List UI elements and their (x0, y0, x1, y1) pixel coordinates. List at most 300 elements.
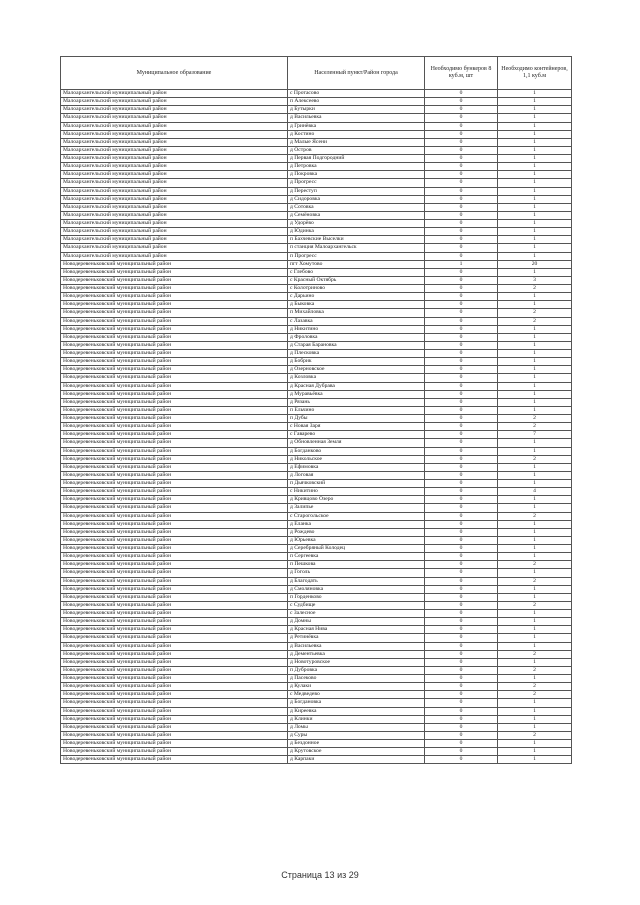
cell-settlement: п Ельчино (288, 406, 425, 414)
table-row (61, 471, 572, 479)
cell-municipality: Новодеревеньковский муниципальный район (61, 431, 288, 439)
header-settlement: Населенный пункт/Район города (288, 57, 425, 90)
cell-bunkers: 0 (425, 593, 498, 601)
cell-containers: 1 (498, 252, 572, 260)
cell-settlement: с Медведево (288, 691, 425, 699)
cell-settlement: д Муравьёвка (288, 390, 425, 398)
cell-settlement: д Логовая (288, 471, 425, 479)
cell-containers: 1 (498, 98, 572, 106)
table-row (61, 610, 572, 618)
table-row (61, 333, 572, 341)
cell-bunkers: 0 (425, 553, 498, 561)
table-row (61, 480, 572, 488)
cell-municipality: Новодеревеньковский муниципальный район (61, 626, 288, 634)
cell-municipality: Новодеревеньковский муниципальный район (61, 585, 288, 593)
cell-settlement: д Рязань (288, 398, 425, 406)
cell-bunkers: 0 (425, 675, 498, 683)
cell-bunkers: 0 (425, 171, 498, 179)
cell-containers: 1 (498, 130, 572, 138)
cell-settlement: д Крутовское (288, 748, 425, 756)
cell-settlement: д Богдановка (288, 699, 425, 707)
table-row (61, 98, 572, 106)
cell-settlement: д Быковка (288, 301, 425, 309)
cell-containers: 1 (498, 569, 572, 577)
cell-municipality: Новодеревеньковский муниципальный район (61, 447, 288, 455)
cell-bunkers: 0 (425, 98, 498, 106)
cell-municipality: Новодеревеньковский муниципальный район (61, 512, 288, 520)
table-row (61, 325, 572, 333)
cell-settlement: д Кривцово Озеро (288, 496, 425, 504)
table-row (61, 285, 572, 293)
cell-containers: 1 (498, 138, 572, 146)
cell-bunkers: 0 (425, 658, 498, 666)
cell-settlement: п Дубровка (288, 666, 425, 674)
cell-containers: 1 (498, 187, 572, 195)
cell-settlement: с Новая Заря (288, 423, 425, 431)
cell-settlement: п Алексеево (288, 98, 425, 106)
table-row (61, 106, 572, 114)
table-row (61, 504, 572, 512)
cell-settlement: с Дарьино (288, 293, 425, 301)
cell-containers: 1 (498, 496, 572, 504)
cell-bunkers: 0 (425, 528, 498, 536)
table-row (61, 553, 572, 561)
cell-settlement: д Богданково (288, 447, 425, 455)
cell-containers: 1 (498, 211, 572, 219)
cell-containers: 1 (498, 585, 572, 593)
cell-municipality: Новодеревеньковский муниципальный район (61, 301, 288, 309)
cell-municipality: Новодеревеньковский муниципальный район (61, 260, 288, 268)
cell-containers: 1 (498, 220, 572, 228)
cell-containers: 1 (498, 463, 572, 471)
cell-containers: 1 (498, 634, 572, 642)
cell-municipality: Новодеревеньковский муниципальный район (61, 398, 288, 406)
table-row (61, 585, 572, 593)
table-row (61, 317, 572, 325)
table-row (61, 496, 572, 504)
cell-municipality: Новодеревеньковский муниципальный район (61, 488, 288, 496)
table-row (61, 634, 572, 642)
cell-containers: 1 (498, 114, 572, 122)
table-row (61, 740, 572, 748)
table-row (61, 309, 572, 317)
cell-municipality: Новодеревеньковский муниципальный район (61, 707, 288, 715)
cell-containers: 1 (498, 228, 572, 236)
table-row (61, 90, 572, 98)
cell-municipality: Новодеревеньковский муниципальный район (61, 496, 288, 504)
cell-containers: 2 (498, 601, 572, 609)
cell-bunkers: 0 (425, 195, 498, 203)
cell-municipality: Новодеревеньковский муниципальный район (61, 577, 288, 585)
cell-municipality: Новодеревеньковский муниципальный район (61, 561, 288, 569)
table-row (61, 577, 572, 585)
cell-settlement: д Юдинка (288, 228, 425, 236)
table-row (61, 545, 572, 553)
table-row (61, 211, 572, 219)
table-row (61, 699, 572, 707)
cell-settlement: д Благодать (288, 577, 425, 585)
cell-bunkers: 0 (425, 634, 498, 642)
table-row (61, 707, 572, 715)
cell-settlement: пгт Хомутово (288, 260, 425, 268)
table-row (61, 642, 572, 650)
cell-bunkers: 0 (425, 723, 498, 731)
cell-settlement: с Гаварево (288, 431, 425, 439)
cell-bunkers: 0 (425, 423, 498, 431)
cell-municipality: Новодеревеньковский муниципальный район (61, 642, 288, 650)
cell-municipality: Новодеревеньковский муниципальный район (61, 350, 288, 358)
cell-bunkers: 0 (425, 740, 498, 748)
cell-municipality: Малоархангельский муниципальный район (61, 195, 288, 203)
cell-settlement: д Юрьевка (288, 536, 425, 544)
cell-settlement: п Дубы (288, 415, 425, 423)
cell-municipality: Малоархангельский муниципальный район (61, 252, 288, 260)
cell-municipality: Новодеревеньковский муниципальный район (61, 715, 288, 723)
cell-bunkers: 0 (425, 163, 498, 171)
cell-containers: 1 (498, 439, 572, 447)
table-row (61, 658, 572, 666)
cell-municipality: Новодеревеньковский муниципальный район (61, 455, 288, 463)
cell-bunkers: 0 (425, 106, 498, 114)
cell-bunkers: 0 (425, 309, 498, 317)
table-row (61, 244, 572, 252)
cell-bunkers: 0 (425, 325, 498, 333)
cell-municipality: Новодеревеньковский муниципальный район (61, 285, 288, 293)
table-row (61, 536, 572, 544)
table-row (61, 390, 572, 398)
table-row (61, 203, 572, 211)
cell-bunkers: 0 (425, 90, 498, 98)
cell-bunkers: 0 (425, 496, 498, 504)
cell-bunkers: 0 (425, 601, 498, 609)
cell-settlement: д Ретинёвка (288, 634, 425, 642)
cell-containers: 1 (498, 374, 572, 382)
table-row (61, 276, 572, 284)
cell-bunkers: 0 (425, 488, 498, 496)
document-sheet (60, 56, 571, 764)
cell-municipality: Новодеревеньковский муниципальный район (61, 382, 288, 390)
cell-settlement: с Лазавка (288, 317, 425, 325)
cell-municipality: Новодеревеньковский муниципальный район (61, 748, 288, 756)
table-row (61, 731, 572, 739)
cell-municipality: Малоархангельский муниципальный район (61, 187, 288, 195)
table-row (61, 122, 572, 130)
cell-municipality: Новодеревеньковский муниципальный район (61, 675, 288, 683)
cell-municipality: Новодеревеньковский муниципальный район (61, 740, 288, 748)
cell-municipality: Новодеревеньковский муниципальный район (61, 756, 288, 764)
cell-containers: 4 (498, 488, 572, 496)
cell-bunkers: 0 (425, 350, 498, 358)
cell-municipality: Новодеревеньковский муниципальный район (61, 341, 288, 349)
cell-settlement: с Старогольское (288, 512, 425, 520)
cell-settlement: д Бездонное (288, 740, 425, 748)
cell-containers: 1 (498, 236, 572, 244)
cell-settlement: д Васильевка (288, 114, 425, 122)
cell-bunkers: 0 (425, 666, 498, 674)
cell-municipality: Новодеревеньковский муниципальный район (61, 618, 288, 626)
cell-settlement: п Дьячковский (288, 480, 425, 488)
cell-municipality: Новодеревеньковский муниципальный район (61, 699, 288, 707)
cell-settlement: д Семёновка (288, 211, 425, 219)
cell-municipality: Новодеревеньковский муниципальный район (61, 423, 288, 431)
table-row (61, 114, 572, 122)
cell-settlement: д Еланка (288, 520, 425, 528)
cell-containers: 2 (498, 577, 572, 585)
table-row (61, 723, 572, 731)
cell-bunkers: 0 (425, 333, 498, 341)
cell-bunkers: 0 (425, 252, 498, 260)
cell-municipality: Новодеревеньковский муниципальный район (61, 317, 288, 325)
cell-containers: 2 (498, 650, 572, 658)
cell-bunkers: 0 (425, 731, 498, 739)
cell-containers: 1 (498, 471, 572, 479)
cell-settlement: д Гринёвка (288, 122, 425, 130)
cell-settlement: с Никитино (288, 488, 425, 496)
cell-municipality: Малоархангельский муниципальный район (61, 146, 288, 154)
table-row (61, 374, 572, 382)
cell-containers: 1 (498, 658, 572, 666)
table-row (61, 431, 572, 439)
table-row (61, 220, 572, 228)
cell-municipality: Малоархангельский муниципальный район (61, 90, 288, 98)
table-row (61, 301, 572, 309)
containers-table (60, 56, 572, 764)
cell-settlement: д Рождево (288, 528, 425, 536)
cell-settlement: д Новотуровское (288, 658, 425, 666)
cell-bunkers: 0 (425, 415, 498, 423)
cell-bunkers: 0 (425, 366, 498, 374)
cell-municipality: Малоархангельский муниципальный район (61, 171, 288, 179)
cell-settlement: д Малые Ясени (288, 138, 425, 146)
cell-containers: 1 (498, 520, 572, 528)
table-row (61, 138, 572, 146)
cell-bunkers: 0 (425, 520, 498, 528)
table-body (61, 90, 572, 764)
cell-settlement: п станция Малоархангельск (288, 244, 425, 252)
table-row (61, 358, 572, 366)
cell-containers: 1 (498, 350, 572, 358)
cell-settlement: д Старая Барановка (288, 341, 425, 349)
cell-municipality: Малоархангельский муниципальный район (61, 130, 288, 138)
table-row (61, 228, 572, 236)
cell-containers: 7 (498, 431, 572, 439)
table-row (61, 520, 572, 528)
cell-containers: 1 (498, 325, 572, 333)
cell-municipality: Малоархангельский муниципальный район (61, 203, 288, 211)
cell-municipality: Новодеревеньковский муниципальный район (61, 325, 288, 333)
cell-settlement: д Остров (288, 146, 425, 154)
cell-containers: 20 (498, 260, 572, 268)
cell-municipality: Новодеревеньковский муниципальный район (61, 666, 288, 674)
cell-settlement: д Васильевка (288, 642, 425, 650)
cell-settlement: д Плесковка (288, 350, 425, 358)
table-row (61, 569, 572, 577)
cell-containers: 1 (498, 203, 572, 211)
cell-bunkers: 0 (425, 179, 498, 187)
cell-containers: 2 (498, 683, 572, 691)
cell-settlement: д Обновленная Земля (288, 439, 425, 447)
cell-municipality: Новодеревеньковский муниципальный район (61, 658, 288, 666)
cell-containers: 1 (498, 90, 572, 98)
table-row (61, 366, 572, 374)
cell-municipality: Новодеревеньковский муниципальный район (61, 439, 288, 447)
cell-containers: 1 (498, 179, 572, 187)
cell-municipality: Новодеревеньковский муниципальный район (61, 415, 288, 423)
cell-municipality: Малоархангельский муниципальный район (61, 98, 288, 106)
cell-municipality: Малоархангельский муниципальный район (61, 236, 288, 244)
cell-settlement: д Костино (288, 130, 425, 138)
cell-settlement: п Бахчевские Выселки (288, 236, 425, 244)
cell-settlement: д Красная Дубрава (288, 382, 425, 390)
cell-settlement: с Протасово (288, 90, 425, 98)
cell-containers: 2 (498, 285, 572, 293)
cell-bunkers: 0 (425, 390, 498, 398)
cell-containers: 1 (498, 155, 572, 163)
cell-bunkers: 0 (425, 114, 498, 122)
cell-containers: 1 (498, 756, 572, 764)
table-row (61, 252, 572, 260)
cell-containers: 1 (498, 244, 572, 252)
cell-bunkers: 0 (425, 569, 498, 577)
cell-bunkers: 0 (425, 691, 498, 699)
cell-containers: 1 (498, 268, 572, 276)
cell-municipality: Малоархангельский муниципальный район (61, 244, 288, 252)
cell-settlement: п Горденково (288, 593, 425, 601)
table-row (61, 528, 572, 536)
cell-settlement: д Красная Нива (288, 626, 425, 634)
table-row (61, 398, 572, 406)
cell-bunkers: 0 (425, 285, 498, 293)
table-row (61, 179, 572, 187)
cell-containers: 2 (498, 309, 572, 317)
cell-settlement: д Удорёво (288, 220, 425, 228)
cell-municipality: Новодеревеньковский муниципальный район (61, 731, 288, 739)
cell-bunkers: 0 (425, 276, 498, 284)
cell-settlement: д Пасеково (288, 675, 425, 683)
cell-settlement: д Переступ (288, 187, 425, 195)
cell-municipality: Малоархангельский муниципальный район (61, 122, 288, 130)
table-row (61, 447, 572, 455)
cell-bunkers: 0 (425, 650, 498, 658)
table-row (61, 488, 572, 496)
table-row (61, 748, 572, 756)
cell-containers: 1 (498, 146, 572, 154)
cell-bunkers: 0 (425, 268, 498, 276)
cell-bunkers: 0 (425, 610, 498, 618)
cell-containers: 1 (498, 480, 572, 488)
table-row (61, 382, 572, 390)
cell-municipality: Малоархангельский муниципальный район (61, 211, 288, 219)
cell-containers: 2 (498, 731, 572, 739)
table-row (61, 268, 572, 276)
cell-bunkers: 0 (425, 756, 498, 764)
cell-municipality: Новодеревеньковский муниципальный район (61, 723, 288, 731)
table-row (61, 146, 572, 154)
table-row (61, 236, 572, 244)
cell-settlement: д Озерновское (288, 366, 425, 374)
cell-settlement: п Прогресс (288, 252, 425, 260)
cell-municipality: Новодеревеньковский муниципальный район (61, 374, 288, 382)
cell-municipality: Малоархангельский муниципальный район (61, 155, 288, 163)
table-row (61, 350, 572, 358)
cell-bunkers: 0 (425, 683, 498, 691)
cell-containers: 1 (498, 699, 572, 707)
page-number: Страница 13 из 29 (281, 870, 359, 880)
cell-containers: 1 (498, 748, 572, 756)
cell-settlement: д Первая Подгородний (288, 155, 425, 163)
cell-bunkers: 0 (425, 504, 498, 512)
table-row (61, 650, 572, 658)
cell-bunkers: 0 (425, 130, 498, 138)
header-municipality: Муниципальное образование (61, 57, 288, 90)
cell-containers: 1 (498, 171, 572, 179)
cell-containers: 1 (498, 398, 572, 406)
cell-municipality: Новодеревеньковский муниципальный район (61, 569, 288, 577)
cell-containers: 3 (498, 276, 572, 284)
table-row (61, 171, 572, 179)
cell-bunkers: 0 (425, 220, 498, 228)
cell-bunkers: 0 (425, 585, 498, 593)
cell-settlement: д Клинки (288, 715, 425, 723)
cell-settlement: д Сидоровка (288, 195, 425, 203)
cell-settlement: д Никитино (288, 325, 425, 333)
cell-municipality: Малоархангельский муниципальный район (61, 228, 288, 236)
cell-bunkers: 0 (425, 406, 498, 414)
cell-bunkers: 0 (425, 341, 498, 349)
cell-municipality: Новодеревеньковский муниципальный район (61, 268, 288, 276)
cell-municipality: Новодеревеньковский муниципальный район (61, 406, 288, 414)
cell-bunkers: 0 (425, 512, 498, 520)
cell-settlement: д Ефимовка (288, 463, 425, 471)
cell-bunkers: 0 (425, 398, 498, 406)
cell-settlement: д Карпаки (288, 756, 425, 764)
cell-bunkers: 0 (425, 536, 498, 544)
table-row (61, 756, 572, 764)
cell-containers: 2 (498, 666, 572, 674)
cell-municipality: Новодеревеньковский муниципальный район (61, 683, 288, 691)
cell-bunkers: 0 (425, 463, 498, 471)
cell-bunkers: 0 (425, 545, 498, 553)
cell-municipality: Малоархангельский муниципальный район (61, 106, 288, 114)
table-header-row (61, 57, 572, 90)
cell-containers: 1 (498, 341, 572, 349)
cell-settlement: д Прогресс (288, 179, 425, 187)
cell-containers: 2 (498, 512, 572, 520)
cell-containers: 2 (498, 455, 572, 463)
cell-municipality: Новодеревеньковский муниципальный район (61, 358, 288, 366)
table-row (61, 439, 572, 447)
cell-settlement: д Козловка (288, 374, 425, 382)
cell-containers: 1 (498, 642, 572, 650)
cell-municipality: Новодеревеньковский муниципальный район (61, 293, 288, 301)
cell-bunkers: 0 (425, 447, 498, 455)
cell-containers: 1 (498, 723, 572, 731)
cell-containers: 2 (498, 423, 572, 431)
header-bunkers: Необходимо бункеров 8 куб.м, шт (425, 57, 498, 90)
table-row (61, 406, 572, 414)
cell-bunkers: 0 (425, 138, 498, 146)
cell-municipality: Малоархангельский муниципальный район (61, 114, 288, 122)
cell-bunkers: 0 (425, 439, 498, 447)
cell-municipality: Новодеревеньковский муниципальный район (61, 536, 288, 544)
table-row (61, 683, 572, 691)
cell-bunkers: 0 (425, 431, 498, 439)
cell-containers: 1 (498, 163, 572, 171)
cell-bunkers: 0 (425, 642, 498, 650)
cell-containers: 1 (498, 740, 572, 748)
table-row (61, 130, 572, 138)
cell-containers: 2 (498, 317, 572, 325)
